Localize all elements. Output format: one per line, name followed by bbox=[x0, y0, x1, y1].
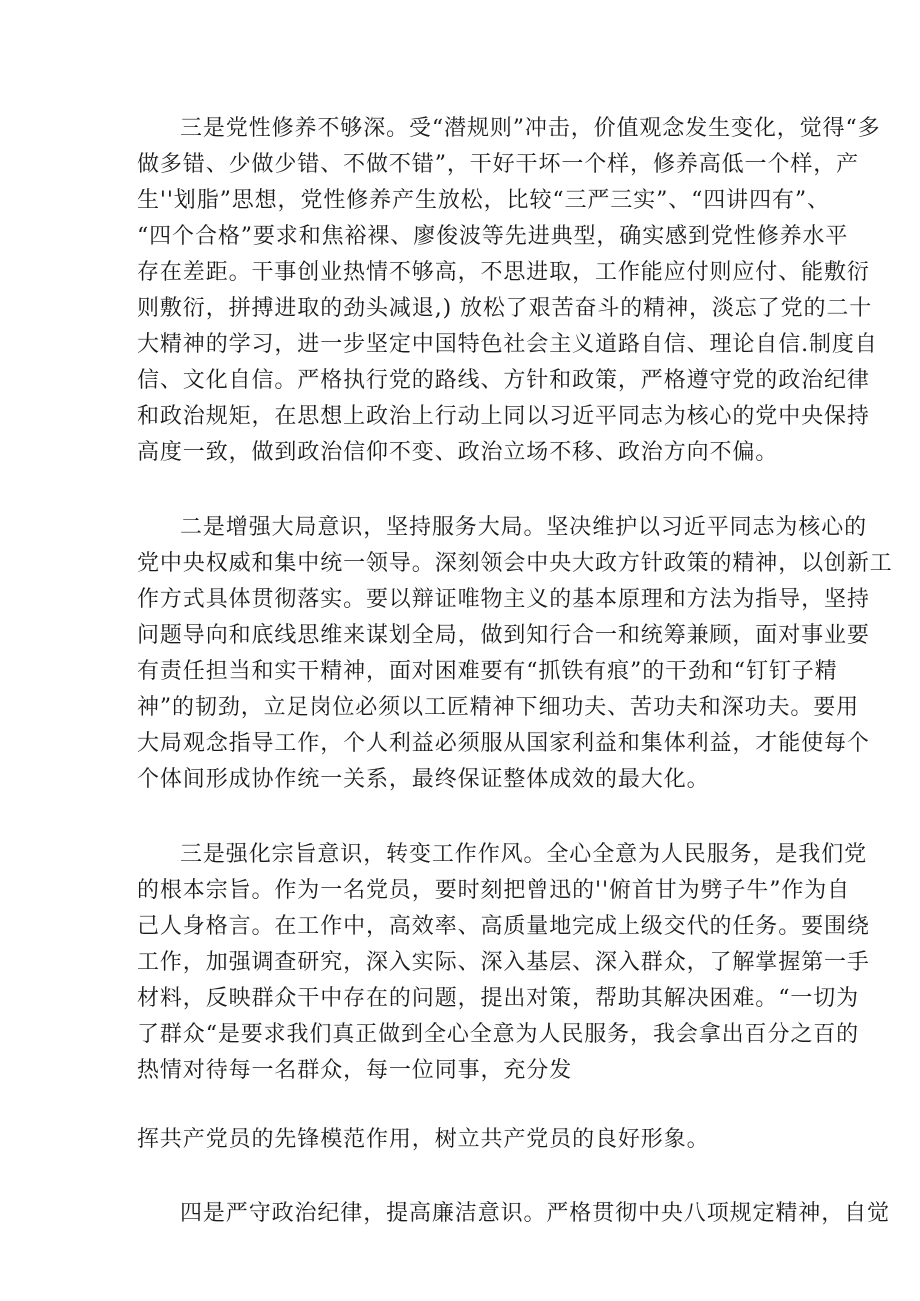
paragraph-3-line-5: 材料，反映群众干中存在的问题，提出对策，帮助其解决困难。“一切为 bbox=[137, 986, 860, 1011]
paragraph-3-line-2: 的根本宗旨。作为一名党员，要时刻把曾迅的''俯首甘为劈子牛”作为自 bbox=[137, 878, 851, 903]
paragraph-3-line-6: 了群众“是要求我们真正做到全心全意为人民服务，我会拿出百分之百的 bbox=[137, 1022, 860, 1047]
paragraph-2-line-5: 有责任担当和实干精神，面对困难要有“抓铁有痕”的干劲和“钉钉子精 bbox=[137, 659, 838, 684]
paragraph-3-line-3: 己人身格言。在工作中，高效率、高质量地完成上级交代的任务。要围绕 bbox=[137, 914, 870, 939]
paragraph-2-line-8: 个体间形成协作统一关系，最终保证整体成效的最大化。 bbox=[137, 767, 710, 792]
paragraph-3-line-4: 工作，加强调查研究，深入实际、深入基层、深入群众，了解掌握第一手 bbox=[137, 950, 870, 975]
paragraph-2-line-7: 大局观念指导工作，个人利益必须服从国家利益和集体利益，才能使每个 bbox=[137, 731, 870, 756]
paragraph-3-line-1: 三是强化宗旨意识，转变工作作风。全心全意为人民服务，是我们党 bbox=[180, 842, 868, 867]
paragraph-3-line-7: 热情对待每一名群众，每一位同事，充分发 bbox=[137, 1058, 573, 1083]
paragraph-2-line-3: 作方式具体贯彻落实。要以辩证唯物主义的基本原理和方法为指导，坚持 bbox=[137, 587, 870, 612]
paragraph-1-line-8: 信、文化自信。严格执行党的路线、方针和政策，严格遵守党的政治纪律 bbox=[137, 368, 870, 393]
paragraph-4-line-1: 四是严守政治纪律，提高廉洁意识。严格贯彻中央八项规定精神，自觉 bbox=[180, 1201, 890, 1226]
paragraph-1-line-5: 存在差距。干事创业热情不够高，不思进取，工作能应付则应付、能敷衍 bbox=[137, 260, 870, 285]
paragraph-1-line-6: 则敷衍，拼搏进取的劲头减退,) 放松了艰苦奋斗的精神，淡忘了党的二十 bbox=[137, 296, 873, 321]
paragraph-2-line-2: 党中央权威和集中统一领导。深刻领会中央大政方针政策的精神，以创新工 bbox=[137, 551, 893, 576]
paragraph-2-line-1: 二是增强大局意识，坚持服务大局。坚决维护以习近平同志为核心的 bbox=[180, 515, 868, 540]
paragraph-1-line-4: “四个合格”要求和焦裕裸、廖俊波等先进典型，确实感到党性修养水平 bbox=[137, 224, 849, 249]
paragraph-1-line-10: 高度一致，做到政治信仰不变、政治立场不移、政治方向不偏。 bbox=[137, 440, 779, 465]
paragraph-2-line-4: 问题导向和底线思维来谋划全局，做到知行合一和统筹兼顾，面对事业要 bbox=[137, 623, 870, 648]
paragraph-3-continued-line-1: 挥共产党员的先锋模范作用，树立共产党员的良好形象。 bbox=[137, 1127, 710, 1152]
paragraph-2-line-6: 神”的韧劲，立足岗位必须以工匠精神下细功夫、苦功夫和深功夫。要用 bbox=[137, 695, 860, 720]
paragraph-1-line-9: 和政治规矩，在思想上政治上行动上同以习近平同志为核心的党中央保持 bbox=[137, 404, 870, 429]
paragraph-1-line-3: 生''划脂”思想，党性修养产生放松，比较“三严三实”、“四讲四有”、 bbox=[137, 188, 830, 213]
paragraph-1-line-2: 做多错、少做少错、不做不错”，干好干坏一个样，修养高低一个样，产 bbox=[137, 152, 860, 177]
paragraph-1-line-1: 三是党性修养不够深。受“潜规则”冲击，价值观念发生变化，觉得“多 bbox=[180, 116, 881, 141]
paragraph-1-line-7: 大精神的学习，进一步坚定中国特色社会主义道路自信、理论自信.制度自 bbox=[137, 332, 878, 357]
